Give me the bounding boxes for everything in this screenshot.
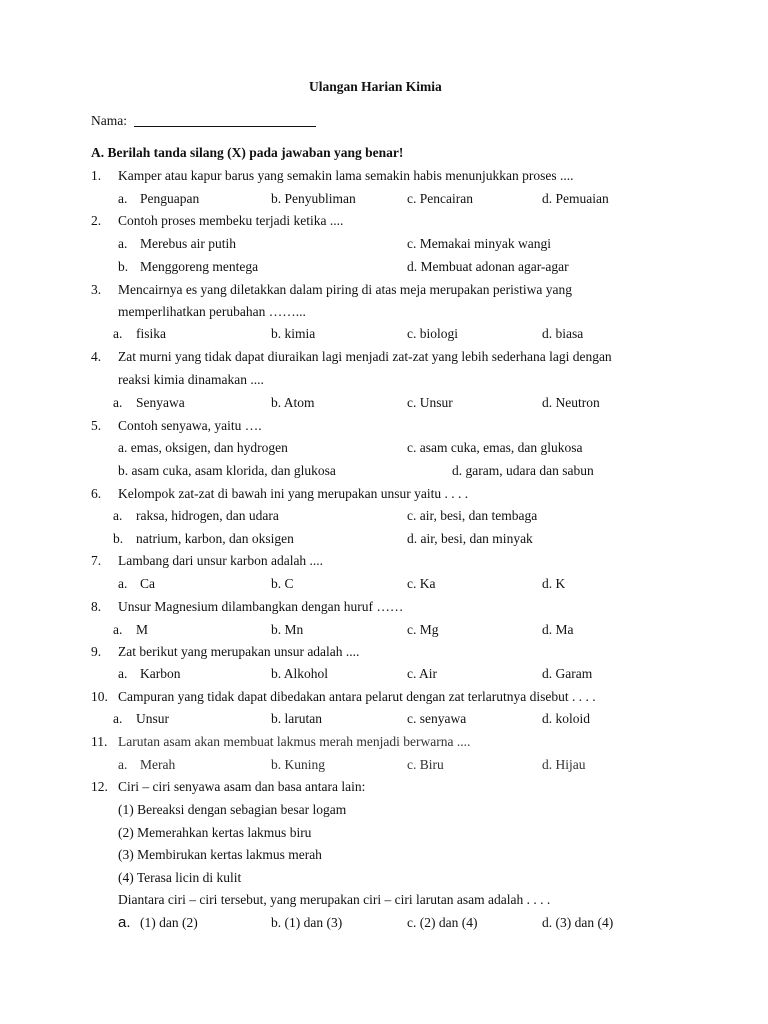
option-c[interactable]: c. biologi	[407, 326, 458, 341]
question-number: 10.	[91, 689, 108, 704]
question-number: 7.	[91, 553, 102, 568]
option-letter: a.	[118, 191, 128, 206]
option-d[interactable]: d. Ma	[542, 622, 574, 637]
question-number: 1.	[91, 168, 102, 183]
option-a[interactable]: Ca	[140, 576, 155, 591]
option-a[interactable]: Penguapan	[140, 191, 200, 206]
question-prompt: Diantara ciri – ciri tersebut, yang merupakan ciri – ciri larutan asam adalah . . . .	[118, 892, 551, 907]
option-b[interactable]: Menggoreng mentega	[140, 259, 259, 274]
option-c[interactable]: c. Pencairan	[407, 191, 473, 206]
question-number: 3.	[91, 282, 102, 297]
option-b[interactable]: b. Alkohol	[271, 666, 329, 681]
option-a[interactable]: Merah	[140, 757, 176, 772]
option-a[interactable]: Karbon	[140, 666, 181, 681]
option-c[interactable]: c. (2) dan (4)	[407, 915, 478, 930]
option-d[interactable]: d. Neutron	[542, 395, 600, 410]
option-a[interactable]: fisika	[136, 326, 166, 341]
option-d[interactable]: d. garam, udara dan sabun	[452, 463, 594, 478]
section-a-heading: A. Berilah tanda silang (X) pada jawaban yang benar!	[91, 145, 404, 160]
question-number: 2.	[91, 213, 102, 228]
question-text: Zat murni yang tidak dapat diuraikan lagi menjadi zat-zat yang lebih sederhana lagi dengan	[118, 349, 612, 364]
question-text: Ciri – ciri senyawa asam dan basa antara lain:	[118, 779, 366, 794]
question-number: 9.	[91, 644, 102, 659]
option-a[interactable]: raksa, hidrogen, dan udara	[136, 508, 279, 523]
question-text: Contoh proses membeku terjadi ketika ....	[118, 213, 344, 228]
option-letter: a.	[118, 757, 128, 772]
option-c[interactable]: c. Ka	[407, 576, 436, 591]
option-b[interactable]: b. larutan	[271, 711, 322, 726]
option-c[interactable]: c. Biru	[407, 757, 444, 772]
question-text: Lambang dari unsur karbon adalah ....	[118, 553, 324, 568]
option-a[interactable]: a. emas, oksigen, dan hydrogen	[118, 440, 288, 455]
option-b[interactable]: b. Penyubliman	[271, 191, 356, 206]
question-text: Unsur Magnesium dilambangkan dengan huruf ……	[118, 599, 404, 614]
question-text: Larutan asam akan membuat lakmus merah menjadi berwarna ....	[118, 734, 471, 749]
option-b[interactable]: b. asam cuka, asam klorida, dan glukosa	[118, 463, 336, 478]
option-d[interactable]: d. Hijau	[542, 757, 586, 772]
option-d[interactable]: d. K	[542, 576, 566, 591]
question-text: Mencairnya es yang diletakkan dalam piring di atas meja merupakan peristiwa yang	[118, 282, 572, 297]
option-d[interactable]: d. (3) dan (4)	[542, 915, 614, 930]
option-a[interactable]: (1) dan (2)	[140, 915, 198, 930]
question-number: 5.	[91, 418, 102, 433]
option-letter: a.	[113, 395, 123, 410]
option-d[interactable]: d. Membuat adonan agar-agar	[407, 259, 569, 274]
option-c[interactable]: c. Memakai minyak wangi	[407, 236, 551, 251]
option-b[interactable]: natrium, karbon, dan oksigen	[136, 531, 294, 546]
option-c[interactable]: c. Mg	[407, 622, 439, 637]
question-text: Zat berikut yang merupakan unsur adalah ....	[118, 644, 360, 659]
option-letter: b.	[113, 531, 124, 546]
option-letter: a.	[113, 326, 123, 341]
question-text-cont: memperlihatkan perubahan ……...	[118, 304, 306, 319]
option-b[interactable]: b. Atom	[271, 395, 315, 410]
name-label: Nama:	[91, 113, 127, 128]
option-b[interactable]: b. kimia	[271, 326, 316, 341]
question-number: 12.	[91, 779, 108, 794]
option-b[interactable]: b. Mn	[271, 622, 304, 637]
option-letter: a.	[118, 576, 128, 591]
option-d[interactable]: d. koloid	[542, 711, 591, 726]
question-number: 4.	[91, 349, 102, 364]
statement-3: (3) Membirukan kertas lakmus merah	[118, 847, 322, 862]
option-d[interactable]: d. Garam	[542, 666, 593, 681]
option-letter: a.	[118, 666, 128, 681]
question-text: Contoh senyawa, yaitu ….	[118, 418, 262, 433]
statement-2: (2) Memerahkan kertas lakmus biru	[118, 825, 312, 840]
option-a[interactable]: M	[136, 622, 149, 637]
option-letter: a.	[113, 622, 123, 637]
option-a[interactable]: Merebus air putih	[140, 236, 236, 251]
option-c[interactable]: c. air, besi, dan tembaga	[407, 508, 538, 523]
page-title: Ulangan Harian Kimia	[309, 79, 442, 94]
question-text: Kelompok zat-zat di bawah ini yang merupakan unsur yaitu . . . .	[118, 486, 469, 501]
option-b[interactable]: b. (1) dan (3)	[271, 915, 343, 930]
option-c[interactable]: c. asam cuka, emas, dan glukosa	[407, 440, 583, 455]
option-d[interactable]: d. air, besi, dan minyak	[407, 531, 533, 546]
option-letter: a.	[113, 508, 123, 523]
question-number: 6.	[91, 486, 102, 501]
option-a[interactable]: Senyawa	[136, 395, 185, 410]
option-a[interactable]: Unsur	[136, 711, 169, 726]
statement-1: (1) Bereaksi dengan sebagian besar logam	[118, 802, 347, 817]
question-number: 11.	[91, 734, 108, 749]
option-letter: b.	[118, 259, 129, 274]
question-text: Kamper atau kapur barus yang semakin lama semakin habis menunjukkan proses ....	[118, 168, 574, 183]
option-d[interactable]: d. Pemuaian	[542, 191, 609, 206]
question-text-cont: reaksi kimia dinamakan ....	[118, 372, 264, 387]
question-number: 8.	[91, 599, 102, 614]
question-text: Campuran yang tidak dapat dibedakan antara pelarut dengan zat terlarutnya disebut . . . .	[118, 689, 596, 704]
option-letter: a.	[113, 711, 123, 726]
option-d[interactable]: d. biasa	[542, 326, 584, 341]
name-blank-line[interactable]	[134, 126, 316, 127]
option-b[interactable]: b. Kuning	[271, 757, 325, 772]
option-letter: a.	[118, 236, 128, 251]
option-letter: a.	[118, 914, 131, 931]
option-c[interactable]: c. senyawa	[407, 711, 467, 726]
option-b[interactable]: b. C	[271, 576, 294, 591]
statement-4: (4) Terasa licin di kulit	[118, 870, 242, 885]
option-c[interactable]: c. Unsur	[407, 395, 453, 410]
option-c[interactable]: c. Air	[407, 666, 437, 681]
